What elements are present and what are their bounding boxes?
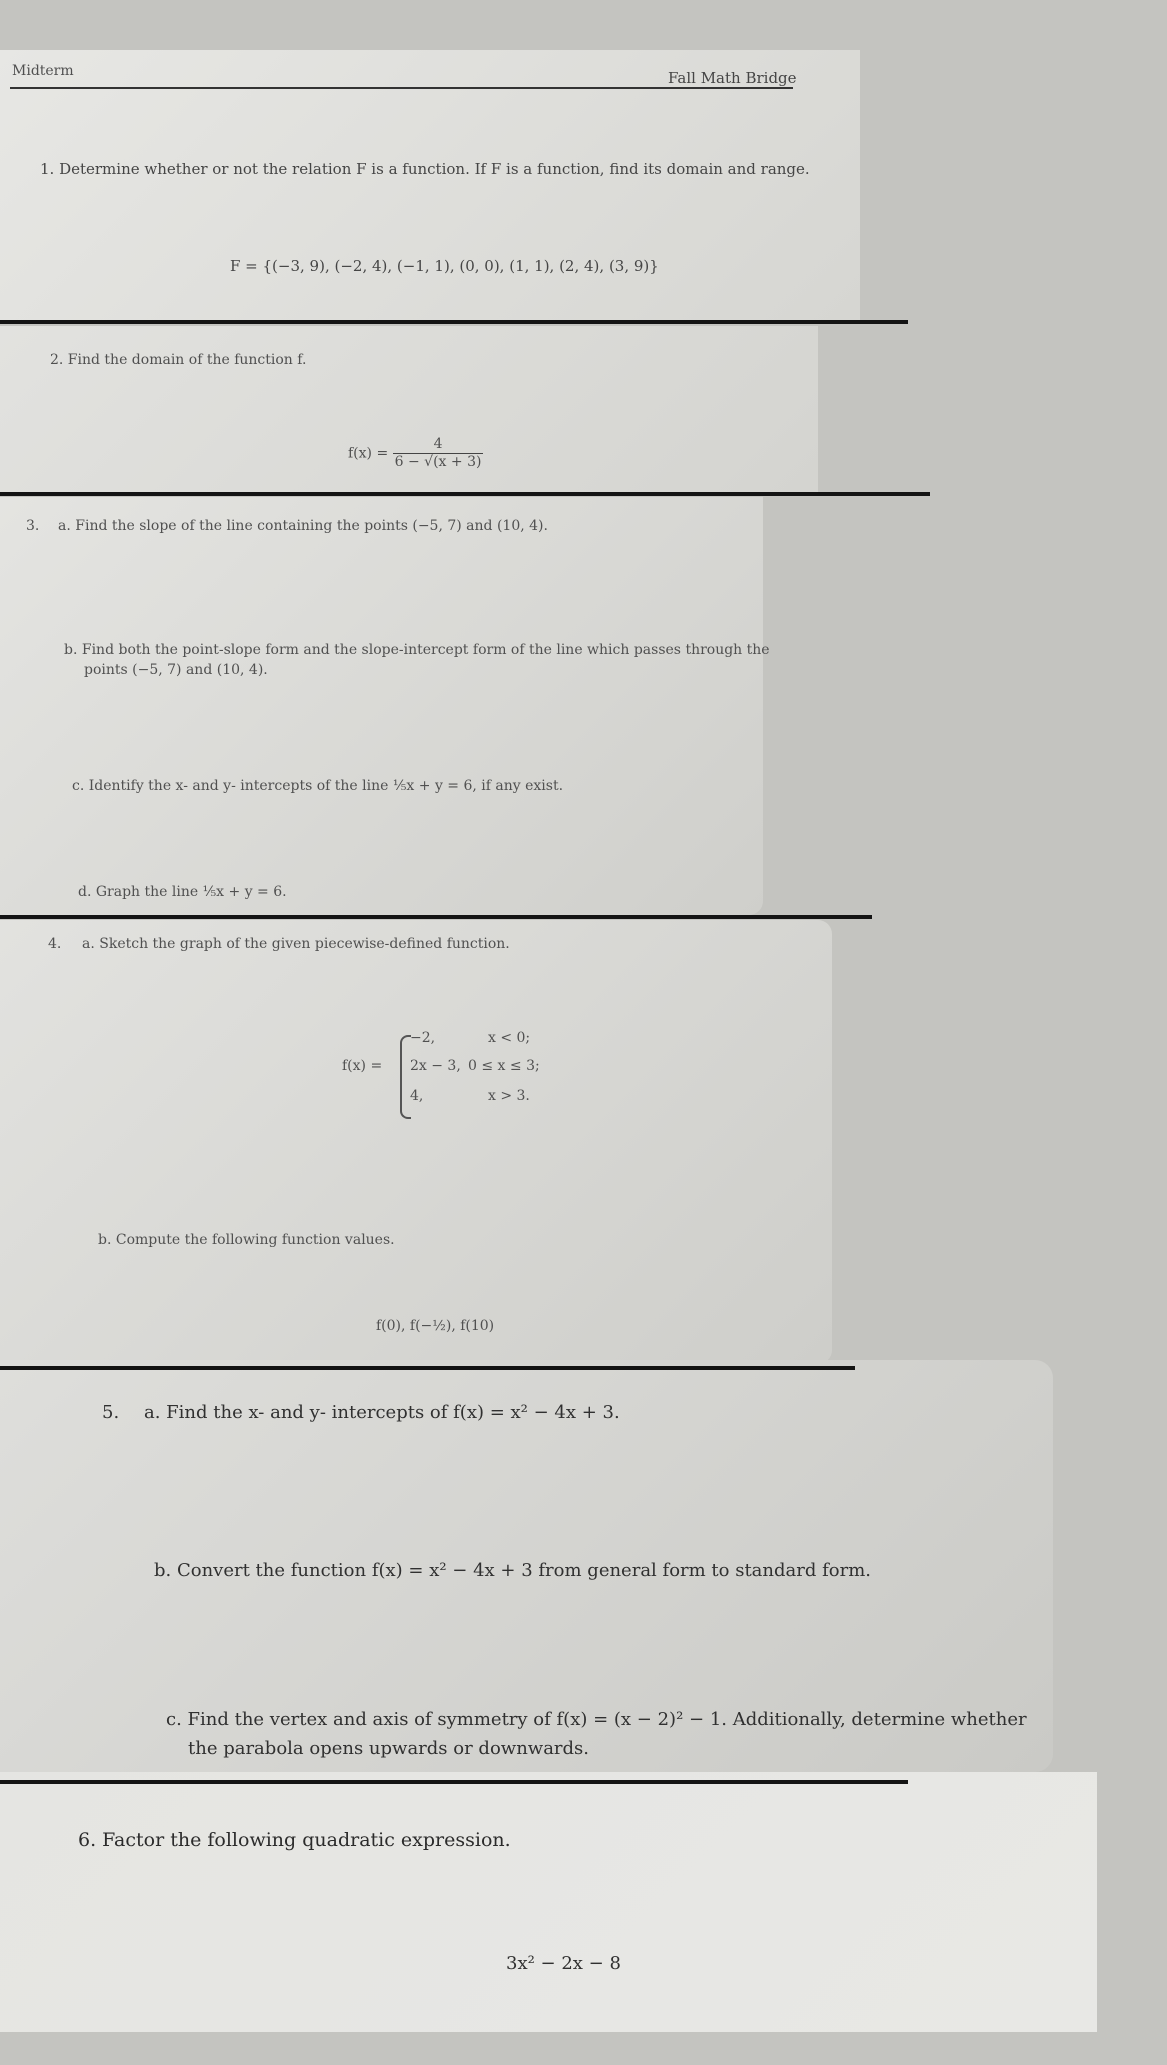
- q5-part-a: a. Find the x- and y- intercepts of f(x) = x² − 4x + 3.: [144, 1402, 620, 1423]
- q3-part-d: d. Graph the line ⅕x + y = 6.: [78, 884, 287, 900]
- q5-part-b: b. Convert the function f(x) = x² − 4x + 3 from general form to standard form.: [154, 1560, 872, 1581]
- q4-case-1-cond: x < 0;: [488, 1030, 531, 1046]
- q2-formula: [348, 436, 483, 471]
- page-segment-1: [0, 50, 860, 320]
- q6-expression: 3x² − 2x − 8: [506, 1953, 621, 1974]
- q1-relation: F = {(−3, 9), (−2, 4), (−1, 1), (0, 0), (1, 1), (2, 4), (3, 9)}: [230, 257, 659, 275]
- page-segment-3: [0, 497, 763, 915]
- header-rule: [10, 87, 793, 89]
- q4-number: 4.: [48, 936, 62, 952]
- q4-lhs: f(x) =: [342, 1058, 383, 1074]
- q6-prompt: 6. Factor the following quadratic expression.: [78, 1829, 511, 1851]
- page-segment-6: [0, 1772, 1097, 2032]
- q3-part-a: a. Find the slope of the line containing the points (−5, 7) and (10, 4).: [58, 518, 548, 534]
- q2-fraction: [393, 436, 484, 471]
- q4-case-2-cond: 0 ≤ x ≤ 3;: [468, 1058, 540, 1074]
- q2-numerator: 4: [393, 436, 484, 454]
- q4-case-3-expr: 4,: [410, 1088, 424, 1104]
- splice-bar: [0, 1780, 908, 1784]
- q5-part-c-line1: c. Find the vertex and axis of symmetry of f(x) = (x − 2)² − 1. Additionally, determine whether: [166, 1709, 1027, 1730]
- q3-part-c: c. Identify the x- and y- intercepts of the line ⅕x + y = 6, if any exist.: [72, 778, 564, 794]
- q4-case-1-expr: −2,: [410, 1030, 436, 1046]
- q5-number: 5.: [102, 1402, 120, 1423]
- splice-bar: [0, 1366, 855, 1370]
- splice-bar: [0, 320, 908, 324]
- q3-number: 3.: [26, 518, 40, 534]
- q4-part-b: b. Compute the following function values.: [98, 1232, 395, 1248]
- q2-denominator: 6 − √(x + 3): [394, 453, 482, 470]
- splice-bar: [0, 915, 872, 919]
- piecewise-brace: [400, 1035, 411, 1119]
- q4-part-a: a. Sketch the graph of the given piecewise-defined function.: [82, 936, 510, 952]
- header-left: Midterm: [12, 63, 74, 79]
- q4-case-2-expr: 2x − 3,: [410, 1058, 461, 1074]
- q1-prompt: 1. Determine whether or not the relation F is a function. If F is a function, find its domain and range.: [40, 160, 810, 178]
- q2-lhs: f(x) =: [348, 445, 389, 462]
- q5-part-c-line2: the parabola opens upwards or downwards.: [188, 1738, 590, 1759]
- page-segment-4: [0, 920, 832, 1364]
- header-right: Fall Math Bridge: [668, 69, 797, 87]
- q3-part-b-line1: b. Find both the point-slope form and the slope-intercept form of the line which passes through the: [64, 642, 770, 658]
- q3-part-b-line2: points (−5, 7) and (10, 4).: [84, 662, 268, 678]
- q2-prompt: 2. Find the domain of the function f.: [50, 352, 307, 368]
- q4-values: f(0), f(−½), f(10): [376, 1318, 495, 1334]
- q4-case-3-cond: x > 3.: [488, 1088, 530, 1104]
- splice-bar: [0, 492, 930, 496]
